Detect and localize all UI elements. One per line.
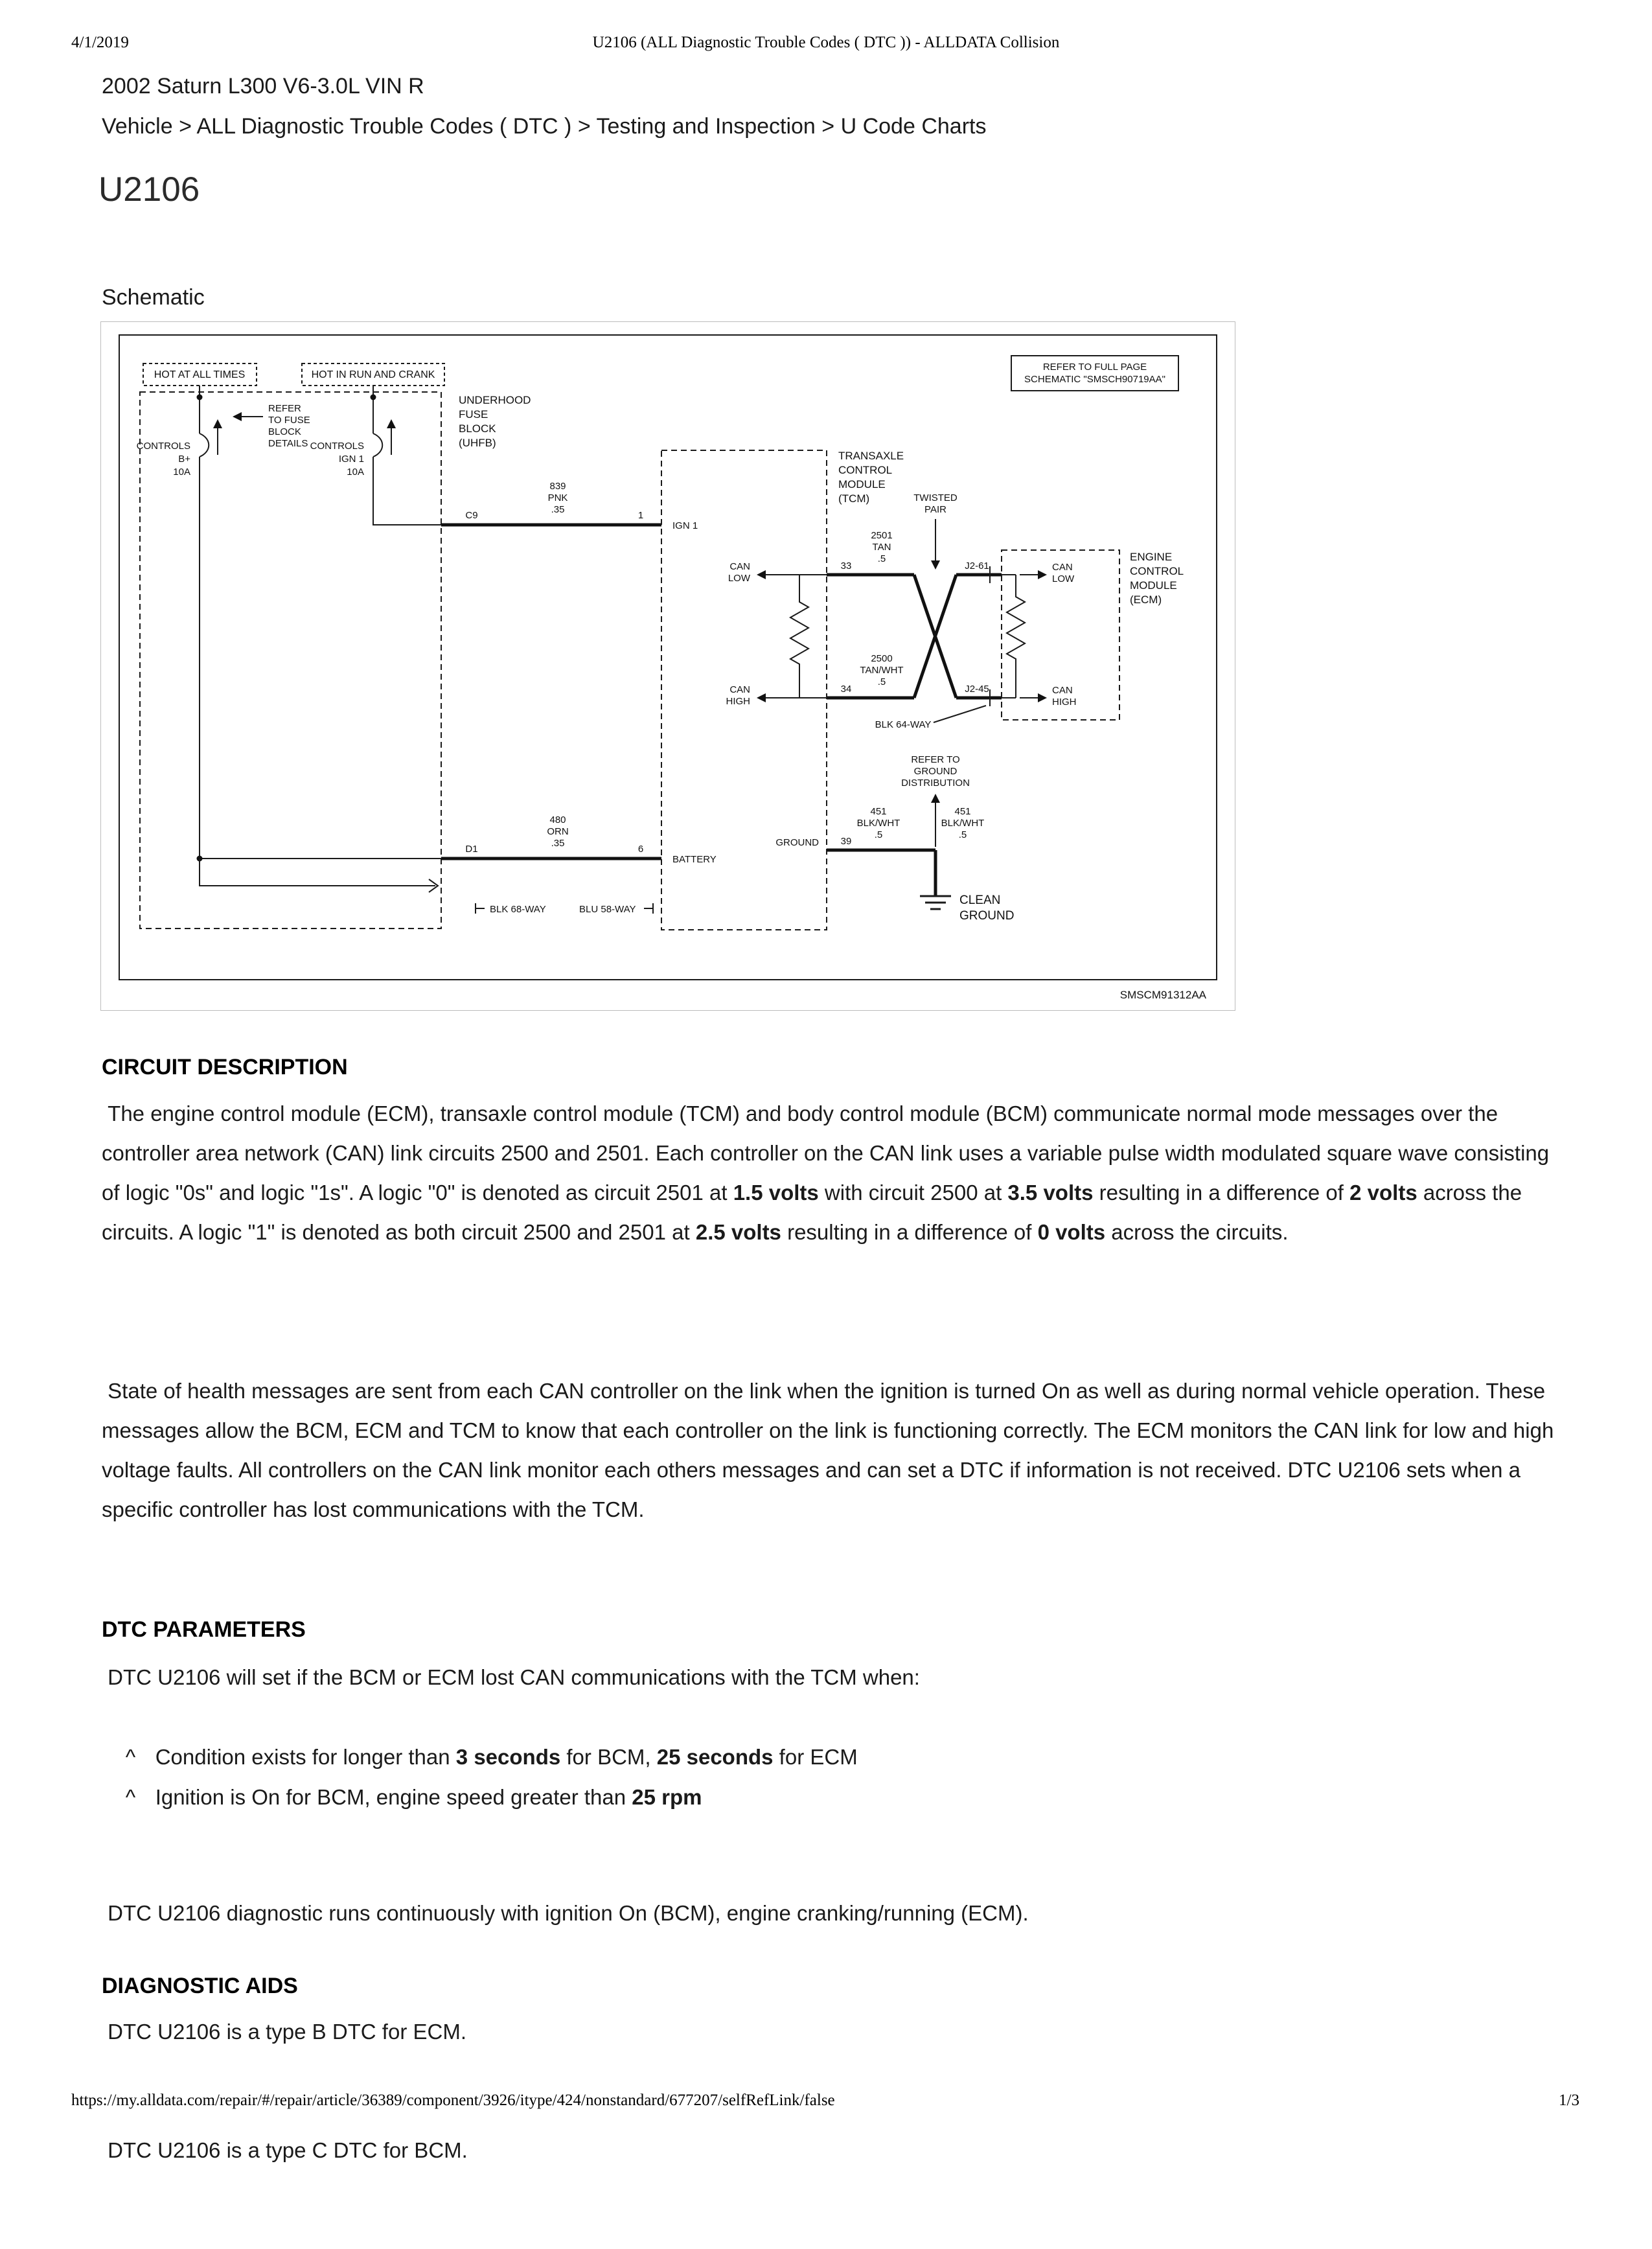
svg-text:J2-45: J2-45 [965, 684, 989, 695]
svg-text:.35: .35 [551, 504, 565, 515]
svg-text:480: 480 [549, 814, 566, 825]
dtc-notes [102, 1814, 1558, 2249]
svg-text:(UHFB): (UHFB) [459, 437, 496, 449]
fuse-column-b-plus [137, 386, 209, 483]
svg-text:HOT IN RUN AND CRANK: HOT IN RUN AND CRANK [311, 369, 435, 380]
ecm-termination-resistor [1007, 575, 1025, 698]
svg-text:.5: .5 [958, 829, 967, 840]
vehicle-title: 2002 Saturn L300 V6-3.0L VIN R [102, 74, 424, 98]
can-high-arrow-icon [1038, 693, 1047, 702]
svg-text:(ECM): (ECM) [1130, 594, 1162, 606]
connector-labels [476, 903, 653, 915]
schematic-figure [100, 321, 1235, 1011]
ecm-can-internals [1002, 562, 1077, 708]
svg-text:IGN 1: IGN 1 [338, 454, 364, 465]
page-title: U2106 [98, 170, 200, 209]
svg-text:.5: .5 [877, 553, 886, 564]
svg-text:39: 39 [840, 836, 852, 847]
ground-circuit [827, 754, 984, 896]
uhfb-label [459, 394, 531, 449]
bullet-text: Condition exists for longer than 3 seconds for BCM, 25 seconds for ECM [155, 1745, 858, 1769]
section-heading-dtc-parameters: DTC PARAMETERS [102, 1617, 306, 1642]
svg-text:ENGINE: ENGINE [1130, 551, 1173, 563]
svg-text:DETAILS: DETAILS [268, 438, 308, 449]
svg-text:33: 33 [840, 560, 852, 571]
svg-text:TRANSAXLE: TRANSAXLE [838, 450, 904, 462]
svg-text:CONTROL: CONTROL [838, 464, 893, 476]
wiring-schematic [101, 322, 1235, 1010]
up-arrow-icon [387, 419, 396, 428]
print-header-date: 4/1/2019 [71, 34, 129, 51]
svg-text:BLK 68-WAY: BLK 68-WAY [490, 904, 546, 915]
svg-text:839: 839 [549, 481, 566, 492]
can-high-arrow-icon [757, 693, 766, 702]
print-header-title: U2106 (ALL Diagnostic Trouble Codes ( DTC )) - ALLDATA Collision [592, 34, 1060, 51]
can-low-arrow-icon [1038, 570, 1047, 579]
wire-839-pnk [373, 481, 661, 525]
fuse-block-exit-arrow [200, 859, 438, 892]
tcm-battery-label: BATTERY [672, 854, 717, 865]
svg-text:BLK 64-WAY: BLK 64-WAY [875, 719, 932, 730]
svg-text:34: 34 [840, 684, 852, 695]
svg-text:CAN: CAN [1052, 685, 1073, 696]
svg-text:GROUND: GROUND [913, 766, 958, 777]
dtc-note-line: DTC U2106 is a type C DTC for BCM. [102, 2138, 468, 2162]
tcm-module [661, 450, 904, 930]
svg-text:CONTROL: CONTROL [1130, 565, 1184, 577]
svg-text:CONTROLS: CONTROLS [136, 441, 190, 452]
svg-text:1: 1 [637, 510, 644, 521]
dtc-note-line: DTC U2106 is a type B DTC for ECM. [102, 2020, 466, 2044]
circuit-description-paragraph-2: State of health messages are sent from each CAN controller on the link when the ignition is turned On as well as during normal vehicle operation. These messages allow the BCM, ECM and TCM to know that each controller on the link is functioning correctly. The ECM monitors the CAN link for low and high voltage faults. All controllers on the CAN link monitor each others messages and can set a DTC if information is not received. DTC U2106 sets when a specific controller has lost communications with the TCM. [102, 1379, 1560, 1521]
svg-text:SCHEMATIC "SMSCH90719AA": SCHEMATIC "SMSCH90719AA" [1024, 374, 1165, 385]
breadcrumb: Vehicle > ALL Diagnostic Trouble Codes ( DTC ) > Testing and Inspection > U Code Charts [102, 114, 987, 139]
svg-text:CLEAN: CLEAN [959, 894, 1001, 907]
bullet-marker: ^ [125, 1745, 136, 1769]
svg-text:PAIR: PAIR [924, 504, 946, 515]
svg-text:.5: .5 [877, 676, 886, 687]
svg-text:CAN: CAN [729, 561, 750, 572]
svg-text:DISTRIBUTION: DISTRIBUTION [901, 778, 970, 789]
svg-text:TO FUSE: TO FUSE [268, 415, 310, 426]
can-bus-wires [827, 530, 1002, 706]
twisted-pair-callout [913, 492, 958, 570]
svg-text:TAN: TAN [872, 542, 891, 553]
svg-text:REFER: REFER [268, 403, 301, 414]
svg-text:GROUND: GROUND [959, 909, 1015, 923]
schematic-code: SMSCM91312AA [1119, 989, 1206, 1001]
svg-text:TAN/WHT: TAN/WHT [860, 665, 904, 676]
tcm-ground-label: GROUND [775, 837, 819, 848]
down-arrow-icon [931, 560, 940, 570]
svg-text:FUSE: FUSE [459, 408, 488, 421]
svg-text:LOW: LOW [1052, 573, 1075, 584]
dtc-parameters-intro: DTC U2106 will set if the BCM or ECM lost CAN communications with the TCM when: [102, 1665, 920, 1689]
svg-text:HIGH: HIGH [1052, 697, 1077, 708]
svg-text:BLK/WHT: BLK/WHT [941, 818, 985, 829]
svg-text:451: 451 [870, 806, 887, 817]
svg-text:HOT AT ALL TIMES: HOT AT ALL TIMES [154, 369, 246, 380]
up-arrow-icon [213, 419, 222, 428]
up-arrow-icon [931, 794, 940, 803]
wire-480-orn [197, 483, 662, 862]
svg-text:BLOCK: BLOCK [268, 426, 301, 437]
schematic-section-label: Schematic [102, 285, 205, 310]
left-arrow-icon [233, 412, 242, 421]
svg-text:10A: 10A [173, 467, 190, 478]
svg-text:MODULE: MODULE [838, 478, 886, 490]
svg-text:BLOCK: BLOCK [459, 422, 496, 435]
svg-text:UNDERHOOD: UNDERHOOD [459, 394, 531, 406]
svg-text:B+: B+ [178, 454, 190, 465]
svg-text:2501: 2501 [871, 530, 893, 541]
can-low-arrow-icon [757, 570, 766, 579]
svg-text:(TCM): (TCM) [838, 492, 870, 505]
section-heading-circuit-description: CIRCUIT DESCRIPTION [102, 1055, 348, 1079]
svg-text:REFER TO FULL PAGE: REFER TO FULL PAGE [1042, 362, 1147, 373]
circuit-description-paragraph-1: The engine control module (ECM), transaxle control module (TCM) and body control module (BCM) communicate normal mode messages over the controller area network (CAN) link circuits 2500 and 2501. Each controller on the CAN link uses a variable pulse width modulated square wave consisting of logic "0s" and logic "1s". A logic "0" is denoted as circuit 2501 at 1.5 volts with circuit 2500 at 3.5 volts resulting in a difference of 2 volts across the circuits. A logic "1" is denoted as both circuit 2500 and 2501 at 2.5 volts resulting in a difference of 0 volts across the circuits. [102, 1101, 1555, 1244]
refer-fuse-block-label [213, 403, 396, 455]
svg-text:REFER TO: REFER TO [911, 754, 960, 765]
tcm-can-internals [726, 561, 827, 707]
svg-text:BLU 58-WAY: BLU 58-WAY [579, 904, 636, 915]
tcm-ign1-label: IGN 1 [672, 520, 698, 531]
svg-text:CONTROLS: CONTROLS [310, 441, 364, 452]
svg-text:HIGH: HIGH [726, 696, 750, 707]
section-heading-diagnostic-aids: DIAGNOSTIC AIDS [102, 1974, 298, 1998]
svg-text:2500: 2500 [871, 653, 893, 664]
print-footer-page-number: 1/3 [1559, 2092, 1579, 2109]
svg-text:TWISTED: TWISTED [913, 492, 958, 503]
refer-full-page-box [1011, 356, 1178, 391]
svg-text:451: 451 [954, 806, 971, 817]
svg-text:J2-61: J2-61 [965, 560, 989, 571]
fuse-column-ign1 [310, 386, 383, 483]
blk-64-way-label [875, 706, 986, 730]
tcm-termination-resistor [790, 575, 809, 698]
svg-text:BLK/WHT: BLK/WHT [856, 818, 901, 829]
dtc-note-line: DTC U2106 diagnostic runs continuously with ignition On (BCM), engine cranking/running (ECM). [102, 1901, 1029, 1925]
svg-text:PNK: PNK [547, 492, 568, 503]
svg-text:C9: C9 [465, 510, 478, 521]
ecm-module [1002, 550, 1184, 720]
bullet-marker: ^ [125, 1785, 136, 1809]
svg-text:CAN: CAN [1052, 562, 1073, 573]
svg-text:D1: D1 [465, 844, 478, 855]
hot-at-all-times-box [143, 363, 257, 386]
svg-text:.5: .5 [874, 829, 883, 840]
svg-text:.35: .35 [551, 838, 565, 849]
hot-in-run-and-crank-box [302, 363, 444, 386]
clean-ground [920, 894, 1014, 923]
svg-text:6: 6 [637, 844, 644, 855]
svg-text:ORN: ORN [547, 826, 569, 837]
svg-text:10A: 10A [347, 467, 364, 478]
svg-text:MODULE: MODULE [1130, 579, 1177, 592]
svg-text:LOW: LOW [728, 573, 750, 584]
print-footer-url: https://my.alldata.com/repair/#/repair/article/36389/component/3926/itype/424/nonstandard/677207/selfRefLink/false [71, 2092, 835, 2109]
bullet-text: Ignition is On for BCM, engine speed greater than 25 rpm [155, 1785, 702, 1809]
svg-text:CAN: CAN [729, 684, 750, 695]
